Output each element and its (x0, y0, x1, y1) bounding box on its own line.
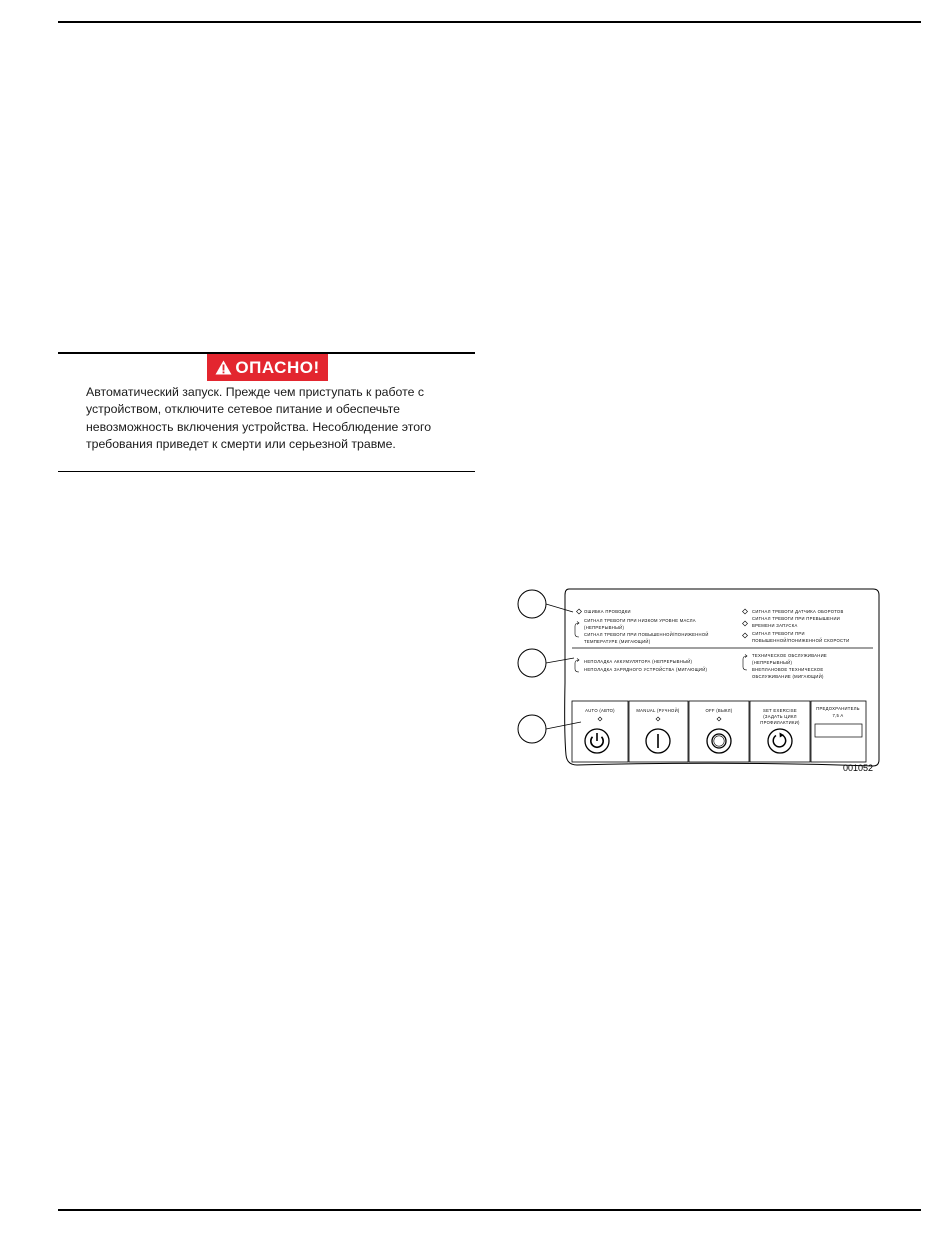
manual-button-label: MANUAL (РУЧНОЙ) (636, 708, 680, 713)
warning-right-text: (НЕПРЕРЫВНЫЙ) (752, 660, 793, 665)
off-button[interactable] (707, 729, 731, 753)
set-exercise-button[interactable] (768, 729, 792, 753)
danger-line: Автоматический запуск. Прежде чем приступать к работе с (86, 385, 425, 399)
danger-label: ОПАСНО! (235, 357, 320, 377)
warning-left-text: НЕПОЛАДКА АККУМУЛЯТОРА (НЕПРЕРЫВНЫЙ) (584, 659, 693, 664)
alarm-left-text: СИГНАЛ ТРЕВОГИ ПРИ ПОВЫШЕННОЙ/ПОНИЖЕННОЙ (584, 632, 709, 637)
warning-triangle-icon (215, 360, 232, 375)
danger-text (86, 384, 466, 453)
alarm-left-text: ТЕМПЕРАТУРЕ (МИГАЮЩИЙ) (584, 639, 651, 644)
danger-bottom-rule (58, 471, 475, 472)
alarm-right-text: СИГНАЛ ТРЕВОГИ ПРИ (752, 631, 805, 636)
alarm-left-text: (НЕПРЕРЫВНЫЙ) (584, 625, 625, 630)
footer-rule (58, 1209, 921, 1211)
danger-line: требования приведет к смерти или серьезной травме. (86, 436, 396, 451)
manual-button[interactable] (646, 729, 670, 753)
off-button-label: OFF (ВЫКЛ) (705, 708, 733, 713)
alarm-left-text: ОШИБКА ПРОВОДКИ (584, 609, 631, 614)
control-panel-figure (517, 583, 880, 775)
fuse-label: ПРЕДОХРАНИТЕЛЬ (816, 706, 860, 711)
alarm-right-text: СИГНАЛ ТРЕВОГИ ДАТЧИКА ОБОРОТОВ (752, 609, 844, 614)
auto-button-label: AUTO (АВТО) (585, 708, 615, 713)
alarm-right-text: ПОВЫШЕННОЙ/ПОНИЖЕННОЙ СКОРОСТИ (752, 638, 850, 643)
fuse-rating: 7,5 A (832, 713, 844, 718)
fuse-window (815, 724, 862, 737)
figure-code: 001052 (843, 763, 874, 773)
danger-line: невозможность включения устройства. Несоблюдение этого (86, 419, 432, 434)
alarm-right-text: СИГНАЛ ТРЕВОГИ ПРИ ПРЕВЫШЕНИИ (752, 616, 841, 621)
set-exercise-label-3: ПРОФИЛАКТИКИ) (760, 720, 800, 725)
warning-right-text: ОБСЛУЖИВАНИЕ (МИГАЮЩИЙ) (752, 674, 824, 679)
warning-left-text: НЕПОЛАДКА ЗАРЯДНОГО УСТРОЙСТВА (МИГАЮЩИЙ) (584, 667, 708, 672)
danger-line: устройством, отключите сетевое питание и обеспечьте (86, 402, 400, 417)
alarm-right-text: ВРЕМЕНИ ЗАПУСКА (752, 623, 798, 628)
set-exercise-label-2: (ЗАДАТЬ ЦИКЛ (763, 714, 797, 719)
warning-right-text: ТЕХНИЧЕСКОЕ ОБСЛУЖИВАНИЕ (752, 653, 827, 658)
set-exercise-label-1: SET EXERCISE (762, 708, 798, 713)
header-rule (58, 21, 921, 23)
auto-button[interactable] (585, 729, 609, 753)
warning-right-text: ВНЕПЛАНОВОЕ ТЕХНИЧЕСКОЕ (752, 667, 824, 672)
alarm-left-text: СИГНАЛ ТРЕВОГИ ПРИ НИЗКОМ УРОВНЕ МАСЛА (584, 618, 696, 623)
control-panel-drawing (517, 583, 880, 775)
danger-badge (207, 354, 328, 381)
